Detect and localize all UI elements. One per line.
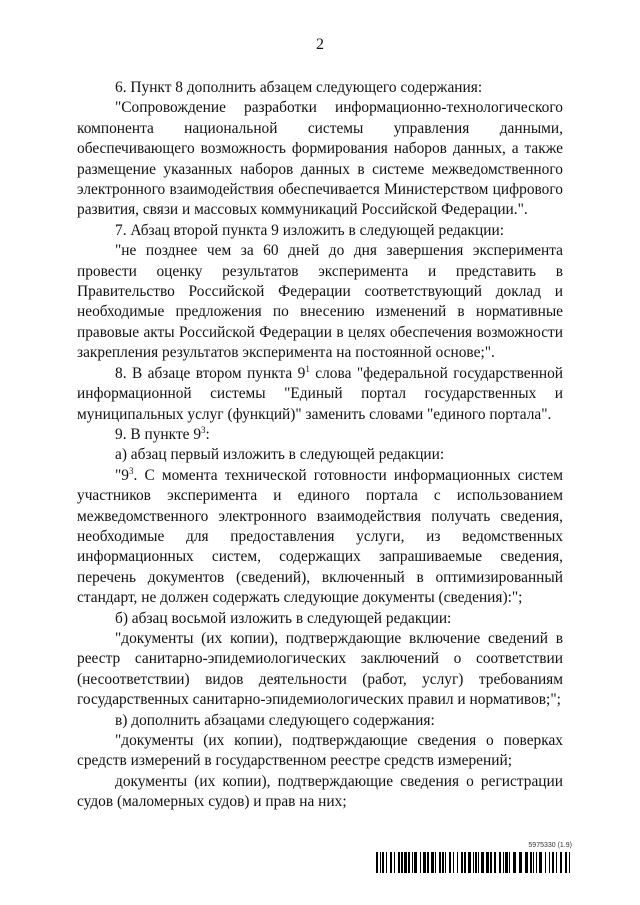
- subparagraph-a-text: "$9^3$. С момента технической готовности информационных систем участников эксперимента и единого портала с использованием межведомственного электронного взаимодействия получать сведения, необходимые для предоставления услуги, из ведомственных информационных систем, содержащих запрашиваемые сведения, перечень документов (сведений), включенный в оптимизированный стандарт, не должен содержать следующие документы (сведения):";: [77, 465, 563, 607]
- barcode: [376, 852, 572, 873]
- document-body: [77, 78, 563, 813]
- paragraph-6-heading: 6. Пункт 8 дополнить абзацем следующего содержания:: [115, 79, 483, 96]
- paragraph-9-heading: 9. В пункте $9^3$:: [115, 424, 210, 443]
- subparagraph-b-heading: б) абзац восьмой изложить в следующей редакции:: [115, 609, 452, 627]
- subparagraph-v-heading: в) дополнить абзацами следующего содержания:: [115, 711, 435, 729]
- barcode-code: 5975330 (1.9): [528, 842, 572, 849]
- subparagraph-b-text: "документы (их копии), подтверждающие включение сведений в реестр санитарно-эпидемиологических заключений о соответствии (несоответствии) видов деятельности (работ, услуг) требованиям государственных санитарно-эпидемиологических правил и нормативов;";: [77, 629, 563, 709]
- paragraph-7-heading: 7. Абзац второй пункта 9 изложить в следующей редакции:: [115, 221, 504, 239]
- subparagraph-v-text-1: "документы (их копии), подтверждающие сведения о поверках средств измерений в государственном реестре средств измерений;: [77, 732, 563, 770]
- subparagraph-v-text-2: документы (их копии), подтверждающие сведения о регистрации судов (маломерных судов) и прав на них;: [77, 772, 563, 811]
- paragraph-6-text: "Сопровождение разработки информационно-технологического компонента национальной системы управления данными, обеспечивающего возможность формирования наборов данных, а также размещение указанных наборов данных в системе межведомственного электронного взаимодействия обеспечивается Министерством цифрового развития, связи и массовых коммуникаций Российской Федерации.".: [77, 99, 563, 219]
- paragraph-7-text: "не позднее чем за 60 дней до дня завершения эксперимента провести оценку результатов эксперимента и представить в Правительство Российской Федерации соответствующий доклад и необходимые предложения по внесению изменений в нормативные правовые акты Российской Федерации в целях обеспечения возможности закрепления результатов эксперимента на постоянной основе;".: [77, 242, 563, 362]
- page-number: 2: [316, 36, 324, 53]
- paragraph-8: 8. В абзаце втором пункта $9^1$ слова "федеральной государственной информационной системы "Единый портал государственных и муниципальных услуг (функций)" заменить словами "единого портала".: [77, 363, 563, 423]
- subparagraph-a-heading: а) абзац первый изложить в следующей редакции:: [115, 446, 445, 464]
